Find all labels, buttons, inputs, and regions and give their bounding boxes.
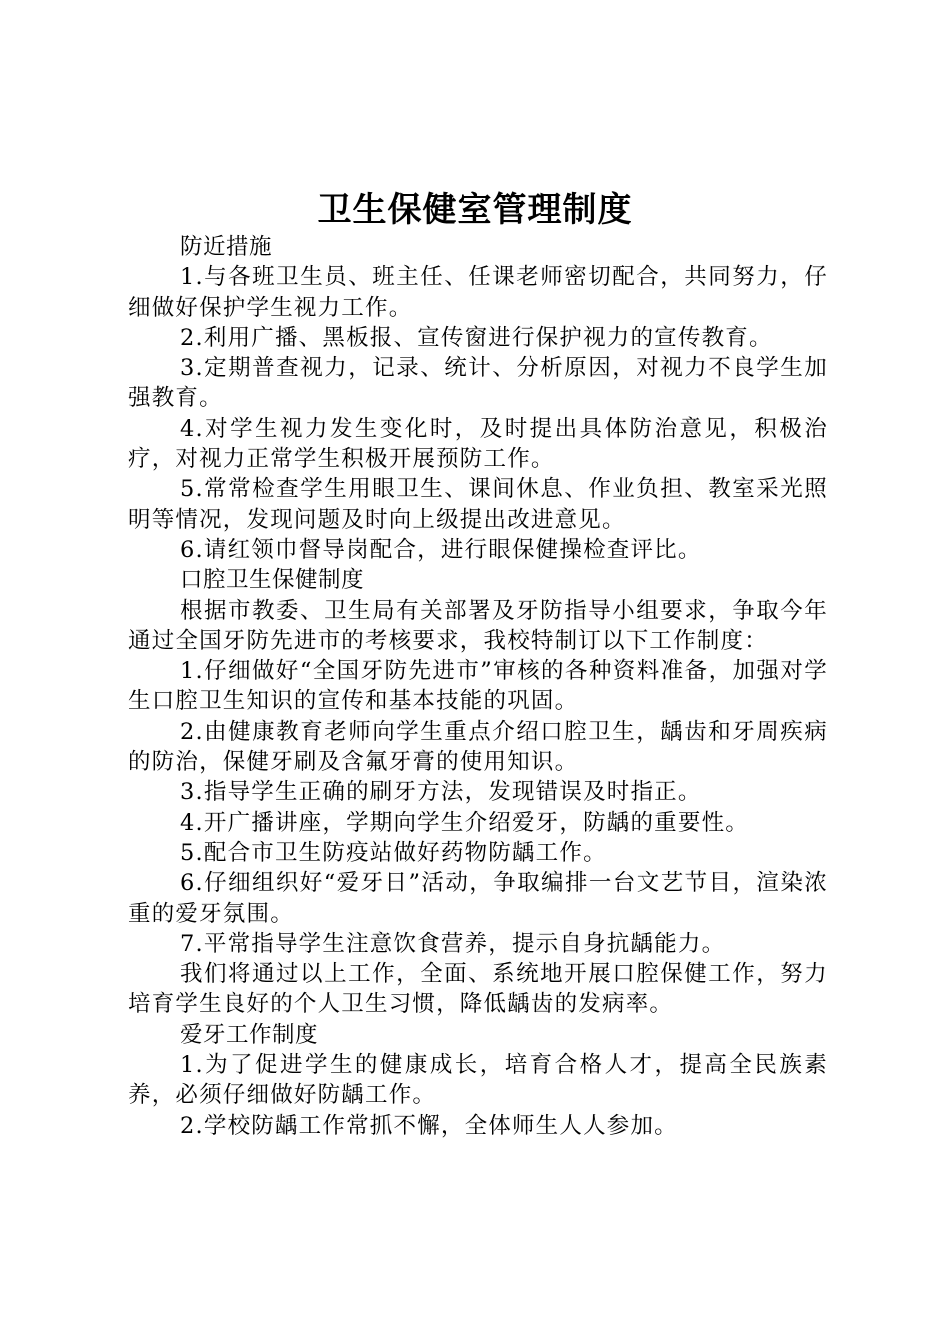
paragraph: 4.开广播讲座，学期向学生介绍爱牙，防龋的重要性。 xyxy=(180,809,749,836)
document-body xyxy=(128,232,828,1141)
section-heading-myopia-prevention: 防近措施 xyxy=(180,234,273,260)
section-heading-tooth-care: 爱牙工作制度 xyxy=(180,1021,319,1048)
section-heading-oral-health: 口腔卫生保健制度 xyxy=(180,567,365,594)
paragraph: 5.常常检查学生用眼卫生、课间休息、作业负担、教室采光照明等情况，发现问题及时向上级提出改进意见。 xyxy=(128,476,828,533)
paragraph: 2.由健康教育老师向学生重点介绍口腔卫生，龋齿和牙周疾病的防治，保健牙刷及含氟牙膏的使用知识。 xyxy=(128,718,828,776)
paragraph: 1.为了促进学生的健康成长，培育合格人才，提高全民族素养，必须仔细做好防龋工作。 xyxy=(128,1052,828,1109)
paragraph: 3.指导学生正确的刷牙方法，发现错误及时指正。 xyxy=(180,779,702,806)
paragraph: 1.仔细做好“全国牙防先进市”审核的各种资料准备，加强对学生口腔卫生知识的宣传和基本技能的巩固。 xyxy=(128,658,828,715)
paragraph: 7.平常指导学生注意饮食营养，提示自身抗龋能力。 xyxy=(180,930,726,957)
paragraph: 2.利用广播、黑板报、宣传窗进行保护视力的宣传教育。 xyxy=(180,324,773,351)
paragraph: 3.定期普查视力，记录、统计、分析原因，对视力不良学生加强教育。 xyxy=(128,355,828,412)
paragraph: 我们将通过以上工作，全面、系统地开展口腔保健工作，努力培育学生良好的个人卫生习惯，降低龋齿的发病率。 xyxy=(128,961,828,1018)
paragraph: 根据市教委、卫生局有关部署及牙防指导小组要求，争取今年通过全国牙防先进市的考核要求，我校特制订以下工作制度： xyxy=(128,597,828,654)
paragraph: 1.与各班卫生员、班主任、任课老师密切配合，共同努力，仔细做好保护学生视力工作。 xyxy=(128,264,828,321)
paragraph: 4.对学生视力发生变化时，及时提出具体防治意见，积极治疗，对视力正常学生积极开展预防工作。 xyxy=(128,415,828,473)
paragraph: 6.请红领巾督导岗配合，进行眼保健操检查评比。 xyxy=(180,536,702,563)
paragraph: 2.学校防龋工作常抓不懈，全体师生人人参加。 xyxy=(180,1112,678,1139)
document-title: 卫生保健室管理制度 xyxy=(317,190,633,230)
paragraph: 5.配合市卫生防疫站做好药物防龋工作。 xyxy=(180,839,607,866)
paragraph: 6.仔细组织好“爱牙日”活动，争取编排一台文艺节目，渲染浓重的爱牙氛围。 xyxy=(128,870,828,927)
